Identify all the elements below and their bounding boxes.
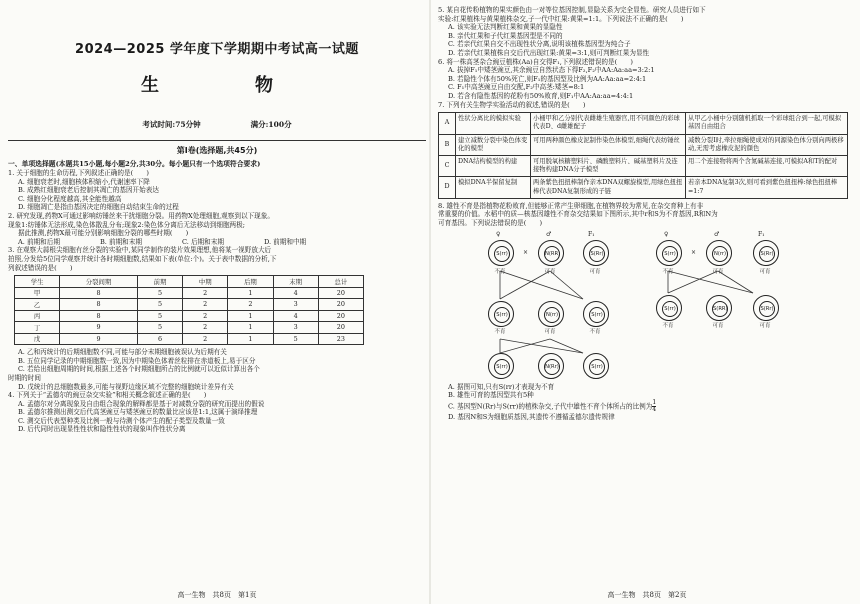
- q2-option-a: A. 前期和后期: [18, 237, 60, 246]
- q4-option-c: C. 测交后代表型种类及比例一般与待测个体产生的配子类型及数量一致: [18, 416, 225, 425]
- page-footer-right: 高一生物 共8页 第2页: [607, 591, 687, 599]
- cross-symbol: ×: [691, 248, 697, 256]
- table-cell: 20: [318, 322, 363, 334]
- table-cell: 5: [137, 299, 182, 311]
- q2-line-2: 现象1:纺锤体无法形成,染色体散乱分布;现象2:染色体分离后无法移动到细胞两极;: [8, 220, 245, 229]
- cell-icon: S(rr): [656, 295, 682, 321]
- q7-stem: 7. 下列有关生物学实验活动的叙述,错误的是( ): [438, 100, 586, 109]
- table-cell: 5: [137, 310, 182, 322]
- table-header-cell: 后期: [228, 276, 273, 288]
- table-cell: 6: [137, 333, 182, 345]
- table-cell: 3: [273, 322, 318, 334]
- table-row: [439, 134, 848, 155]
- table-cell: 20: [318, 310, 363, 322]
- fraction-denominator: 4: [652, 405, 657, 413]
- q3-line-3: 列叙述错误的是( ): [8, 263, 73, 272]
- table-header-cell: 分裂间期: [60, 276, 138, 288]
- cell-icon: N(rr): [538, 301, 564, 327]
- phenotype-label: 可育: [712, 322, 724, 329]
- q5-option-c: C. 若亲代红果自交不出现性状分离,说明该植株基因型为纯合子: [448, 40, 631, 49]
- cell-icon: S(RR): [706, 295, 732, 321]
- row-letter: D: [439, 177, 456, 198]
- table-row: [15, 299, 364, 311]
- part-1-title: 第Ⅰ卷(选择题,共45分): [176, 146, 258, 155]
- cross-diagram: [478, 231, 838, 381]
- experiment-result: 从甲乙小桶中分别随机抓取一个彩球组合到一起,可模拟基因自由组合: [686, 113, 848, 134]
- f1-label: F₁: [588, 230, 595, 238]
- table-cell: 2: [183, 333, 228, 345]
- q5-option-d: D. 若亲代红果植株自交后代出现红果:黄果=3:1,则可判断红果为显性: [448, 48, 650, 57]
- table-cell: 8: [60, 287, 138, 299]
- exam-title: 2024—2025 学年度下学期期中考试高一试题: [75, 42, 359, 57]
- table-cell: 戊: [15, 333, 60, 345]
- q8-line-2: 常重要的价值。水稻中的质—核基因雄性不育杂交结果如下图所示,其中r和S为不育基因,R和N为: [438, 210, 718, 219]
- table-cell: 1: [228, 322, 273, 334]
- table-cell: 丙: [15, 310, 60, 322]
- q8-option-c-text: C. 基因型N(Rr)与S(rr)的植株杂交,子代中雄性不育个体所占的比例为: [448, 402, 653, 411]
- page-2: [438, 0, 856, 604]
- table-cell: 2: [183, 322, 228, 334]
- table-cell: 8: [60, 299, 138, 311]
- cell-icon: N(RR): [538, 240, 564, 266]
- q8-line-3: 可育基因。下列说法错误的是( ): [438, 218, 543, 227]
- female-symbol: ♀: [664, 230, 669, 238]
- table-header-cell: 末期: [273, 276, 318, 288]
- q3-option-d: D. 戊统计的总细胞数最多,可能与视野边缘区域不完整的细胞统计差异有关: [18, 382, 234, 391]
- cell-icon: S(rr): [583, 353, 609, 379]
- q3-option-a: A. 乙和丙统计的后期细胞数不同,可能与部分末期细胞被误认为后期有关: [18, 348, 227, 357]
- question-2: [8, 212, 426, 246]
- cell-icon: S(rr): [488, 240, 514, 266]
- cell-icon: S(rr): [488, 301, 514, 327]
- row-letter: C: [439, 155, 456, 176]
- table-cell: 8: [60, 310, 138, 322]
- q1-option-d: D. 细胞凋亡是指由基因决定的细胞自动结束生命的过程: [18, 203, 179, 212]
- row-letter: B: [439, 134, 456, 155]
- q4-stem: 4. 下列关于“孟德尔的豌豆杂交实验”和相关概念叙述正确的是( ): [8, 391, 207, 400]
- exam-time: 考试时间:75分钟: [142, 120, 201, 129]
- q8-option-d: D. 基因N和S为细胞质基因,其遗传不遵循孟德尔遗传规律: [448, 412, 615, 421]
- table-cell: 5: [137, 322, 182, 334]
- experiment-name: 性状分离比的模拟实验: [456, 113, 531, 134]
- table-header-cell: 总计: [318, 276, 363, 288]
- phenotype-label: 不育: [494, 328, 506, 335]
- table-header-cell: 中期: [183, 276, 228, 288]
- cell-icon: S(rr): [488, 353, 514, 379]
- experiment-name: DNA结构模型的构建: [456, 155, 531, 176]
- q2-option-b: B. 前期和末期: [99, 237, 142, 246]
- cell-icon: S(rr): [583, 301, 609, 327]
- exam-info: [8, 119, 426, 130]
- cell-icon: S(Rr): [753, 240, 779, 266]
- q1-option-a: A. 细胞衰老时,细胞核体积缩小,代谢速率下降: [18, 177, 150, 186]
- table-cell: 9: [60, 322, 138, 334]
- table-cell: 甲: [15, 287, 60, 299]
- table-header-row: [15, 276, 364, 288]
- phenotype-label: 不育: [662, 322, 674, 329]
- phenotype-label: 不育: [589, 328, 601, 335]
- question-8: [438, 202, 856, 422]
- phenotype-label: 不育: [662, 268, 674, 275]
- table-cell: 5: [137, 287, 182, 299]
- table-cell: 2: [183, 287, 228, 299]
- question-7: [438, 101, 856, 199]
- question-4: [8, 391, 426, 434]
- male-symbol: ♂: [546, 230, 552, 238]
- cell-icon: S(rr): [656, 240, 682, 266]
- table-row: [15, 333, 364, 345]
- table-row: [439, 113, 848, 134]
- experiment-result: 用二个连接物将两个含氮碱基连接,可模拟A和T的配对: [686, 155, 848, 176]
- table-cell: 乙: [15, 299, 60, 311]
- cell-icon: S(Rr): [583, 240, 609, 266]
- table-cell: 1: [228, 333, 273, 345]
- phenotype-label: 可育: [544, 268, 556, 275]
- q2-option-d: D. 前期和中期: [263, 237, 307, 246]
- q3-option-b: B. 五位同学记录的中期细胞数一致,因为中期染色体着丝粒排在赤道板上,易于区分: [18, 356, 256, 365]
- q8-line-1: 8. 雄性不育是指植物花粉败育,但能够正常产生卵细胞,在植物界较为常见,在杂交育种上有非: [438, 201, 704, 210]
- phenotype-label: 不育: [494, 268, 506, 275]
- table-row: [15, 322, 364, 334]
- experiment-material: 两条紫色扭扭棒制作亲本DNA双螺旋模型,用绿色扭扭棒代表DNA复制形成的子链: [531, 177, 686, 198]
- q6-option-b: B. 若隐性个体有50%死亡,则F₁的基因型及比例为AA:Aa:aa=2:4:1: [448, 74, 647, 83]
- cell-icon: N(rr): [706, 240, 732, 266]
- fraction-numerator: 1: [652, 398, 657, 406]
- table-row: [439, 177, 848, 198]
- q1-stem: 1. 关于细胞的生命历程,下列叙述正确的是( ): [8, 169, 149, 177]
- subject-title: 生 物: [141, 75, 293, 96]
- cell-icon: N(Rr): [538, 353, 564, 379]
- experiment-material: 小桶甲和乙分别代表雌雄生殖器官,用不同颜色的彩球代表D、d雌雄配子: [531, 113, 686, 134]
- experiment-material: 可用两种颜色橡皮泥制作染色体模型,细绳代表纺锤丝: [531, 134, 686, 155]
- q1-option-b: B. 成熟红细胞衰老后控制其凋亡的基因开始表达: [18, 186, 159, 195]
- q7-table: [438, 112, 848, 199]
- q6-option-a: A. 拔掉F₁中矮茎豌豆,其余豌豆自然状态下得F₂,F₂中AA:Aa:aa=3:2:1: [448, 66, 655, 75]
- question-3: [8, 246, 426, 391]
- experiment-result: 减数分裂Ⅰ时,牵拉细绳使成对的同源染色体分别向两极移动,无需考虑橡皮泥的颜色: [686, 134, 848, 155]
- table-cell: 丁: [15, 322, 60, 334]
- q5-line-1: 5. 某自花传粉植物的果实颜色由一对等位基因控制,显隐关系为完全显性。研究人员进行如下: [438, 6, 706, 14]
- phenotype-label: 可育: [589, 268, 601, 275]
- table-cell: 2: [183, 299, 228, 311]
- experiment-material: 可用脱氧核糖塑料片、磷酸塑料片、碱基塑料片及连接物构建DNA分子模型: [531, 155, 686, 176]
- q3-option-c-line-1: C. 若给出细胞周期的时间,根据上述各个时期细胞所占的比例就可以近似计算出各个: [18, 365, 260, 374]
- experiment-result: 若亲本DNA复制3次,则可看到紫色扭扭棒:绿色扭扭棒=1:7: [686, 177, 848, 198]
- q5-option-b: B. 亲代红果和子代红果基因型是不同的: [448, 31, 563, 40]
- table-cell: 2: [228, 299, 273, 311]
- q6-option-c: C. F₁中高茎豌豆自由交配,F₂中高茎:矮茎=8:1: [448, 83, 585, 92]
- table-cell: 20: [318, 287, 363, 299]
- q1-option-c: C. 细胞分化程度越高,其全能性越高: [18, 194, 122, 203]
- q2-line-3: 据此推测,药物X最可能分别影响细胞分裂的哪些时期( ): [18, 229, 189, 238]
- q4-option-b: B. 孟德尔推测出测交后代高茎豌豆与矮茎豌豆的数量比应该是1:1,这属于演绎推理: [18, 408, 258, 417]
- table-cell: 5: [273, 333, 318, 345]
- q6-stem: 6. 将一株高茎杂合豌豆植株(Aa)自交得F₁,下列叙述错误的是( ): [438, 57, 633, 66]
- table-cell: 20: [318, 299, 363, 311]
- q8-option-a: A. 据图可知,只有S(rr)才表现为不育: [448, 382, 555, 391]
- table-header-cell: 学生: [15, 276, 60, 288]
- cross-symbol: ×: [523, 248, 529, 256]
- cell-icon: S(Rr): [753, 295, 779, 321]
- experiment-name: 模拟DNA半保留复制: [456, 177, 531, 198]
- row-letter: A: [439, 113, 456, 134]
- table-header-cell: 前期: [137, 276, 182, 288]
- phenotype-label: 可育: [544, 328, 556, 335]
- table-cell: 2: [183, 310, 228, 322]
- q3-line-1: 3. 在观察大蒜根尖细胞有丝分裂的实验中,某同学制作的装片效果理想,他将某一视野放大后: [8, 246, 272, 255]
- q2-line-1: 2. 研究发现,药物X可通过影响纺锤丝来干扰细胞分裂。用药物X处理细胞,观察到以下现象。: [8, 211, 274, 220]
- table-row: [15, 287, 364, 299]
- q8-option-c: [438, 400, 856, 413]
- table-cell: 3: [273, 299, 318, 311]
- phenotype-label: 可育: [759, 322, 771, 329]
- q8-option-b: B. 雄性可育的基因型共有5种: [448, 391, 534, 400]
- page-divider: [429, 0, 431, 604]
- table-cell: 4: [273, 310, 318, 322]
- q3-table: [14, 275, 364, 345]
- f1-label: F₁: [758, 230, 765, 238]
- table-cell: 1: [228, 310, 273, 322]
- table-cell: 4: [273, 287, 318, 299]
- q4-option-a: A. 孟德尔对分离现象及自由组合现象的解释都是基于对减数分裂的研究而提出的假说: [18, 399, 265, 408]
- phenotype-label: 可育: [759, 268, 771, 275]
- question-5: [438, 6, 856, 58]
- q3-option-c-line-2: 时期的时间: [8, 373, 41, 382]
- page-1: [8, 0, 426, 604]
- exam-score: 满分:100分: [250, 120, 292, 129]
- female-symbol: ♀: [496, 230, 501, 238]
- q2-option-c: C. 后期和末期: [181, 237, 224, 246]
- question-6: [438, 58, 856, 101]
- table-cell: 23: [318, 333, 363, 345]
- phenotype-label: 可育: [712, 268, 724, 275]
- header-rule: [8, 140, 426, 141]
- table-row: [439, 155, 848, 176]
- male-symbol: ♂: [714, 230, 720, 238]
- page-footer-left: 高一生物 共8页 第1页: [177, 591, 257, 599]
- q5-line-2: 实验:红果植株与黄果植株杂交,子一代中红果:黄果=1:1。下列说法不正确的是( ): [438, 14, 684, 23]
- table-cell: 1: [228, 287, 273, 299]
- table-cell: 9: [60, 333, 138, 345]
- q5-option-a: A. 该实验无法判断红果和黄果的显隐性: [448, 23, 563, 32]
- experiment-name: 建立减数分裂中染色体变化的模型: [456, 134, 531, 155]
- table-row: [15, 310, 364, 322]
- section-1-title: 一、单项选择题(本题共15小题,每小题2分,共30分。每小题只有一个选项符合要求): [8, 160, 261, 168]
- fraction: [652, 400, 656, 413]
- question-1: [8, 169, 426, 212]
- q6-option-d: D. 若含有隐性基因的花粉有50%败育,则F₁中AA:Aa:aa=4:4:1: [448, 91, 634, 100]
- q4-option-d: D. 后代同时出现显性性状和隐性性状的现象叫作性状分离: [18, 425, 186, 434]
- q3-line-2: 拍照,分发给5位同学观察并统计各时期细胞数,结果如下表(单位:个)。关于表中数据的分析,下: [8, 254, 277, 263]
